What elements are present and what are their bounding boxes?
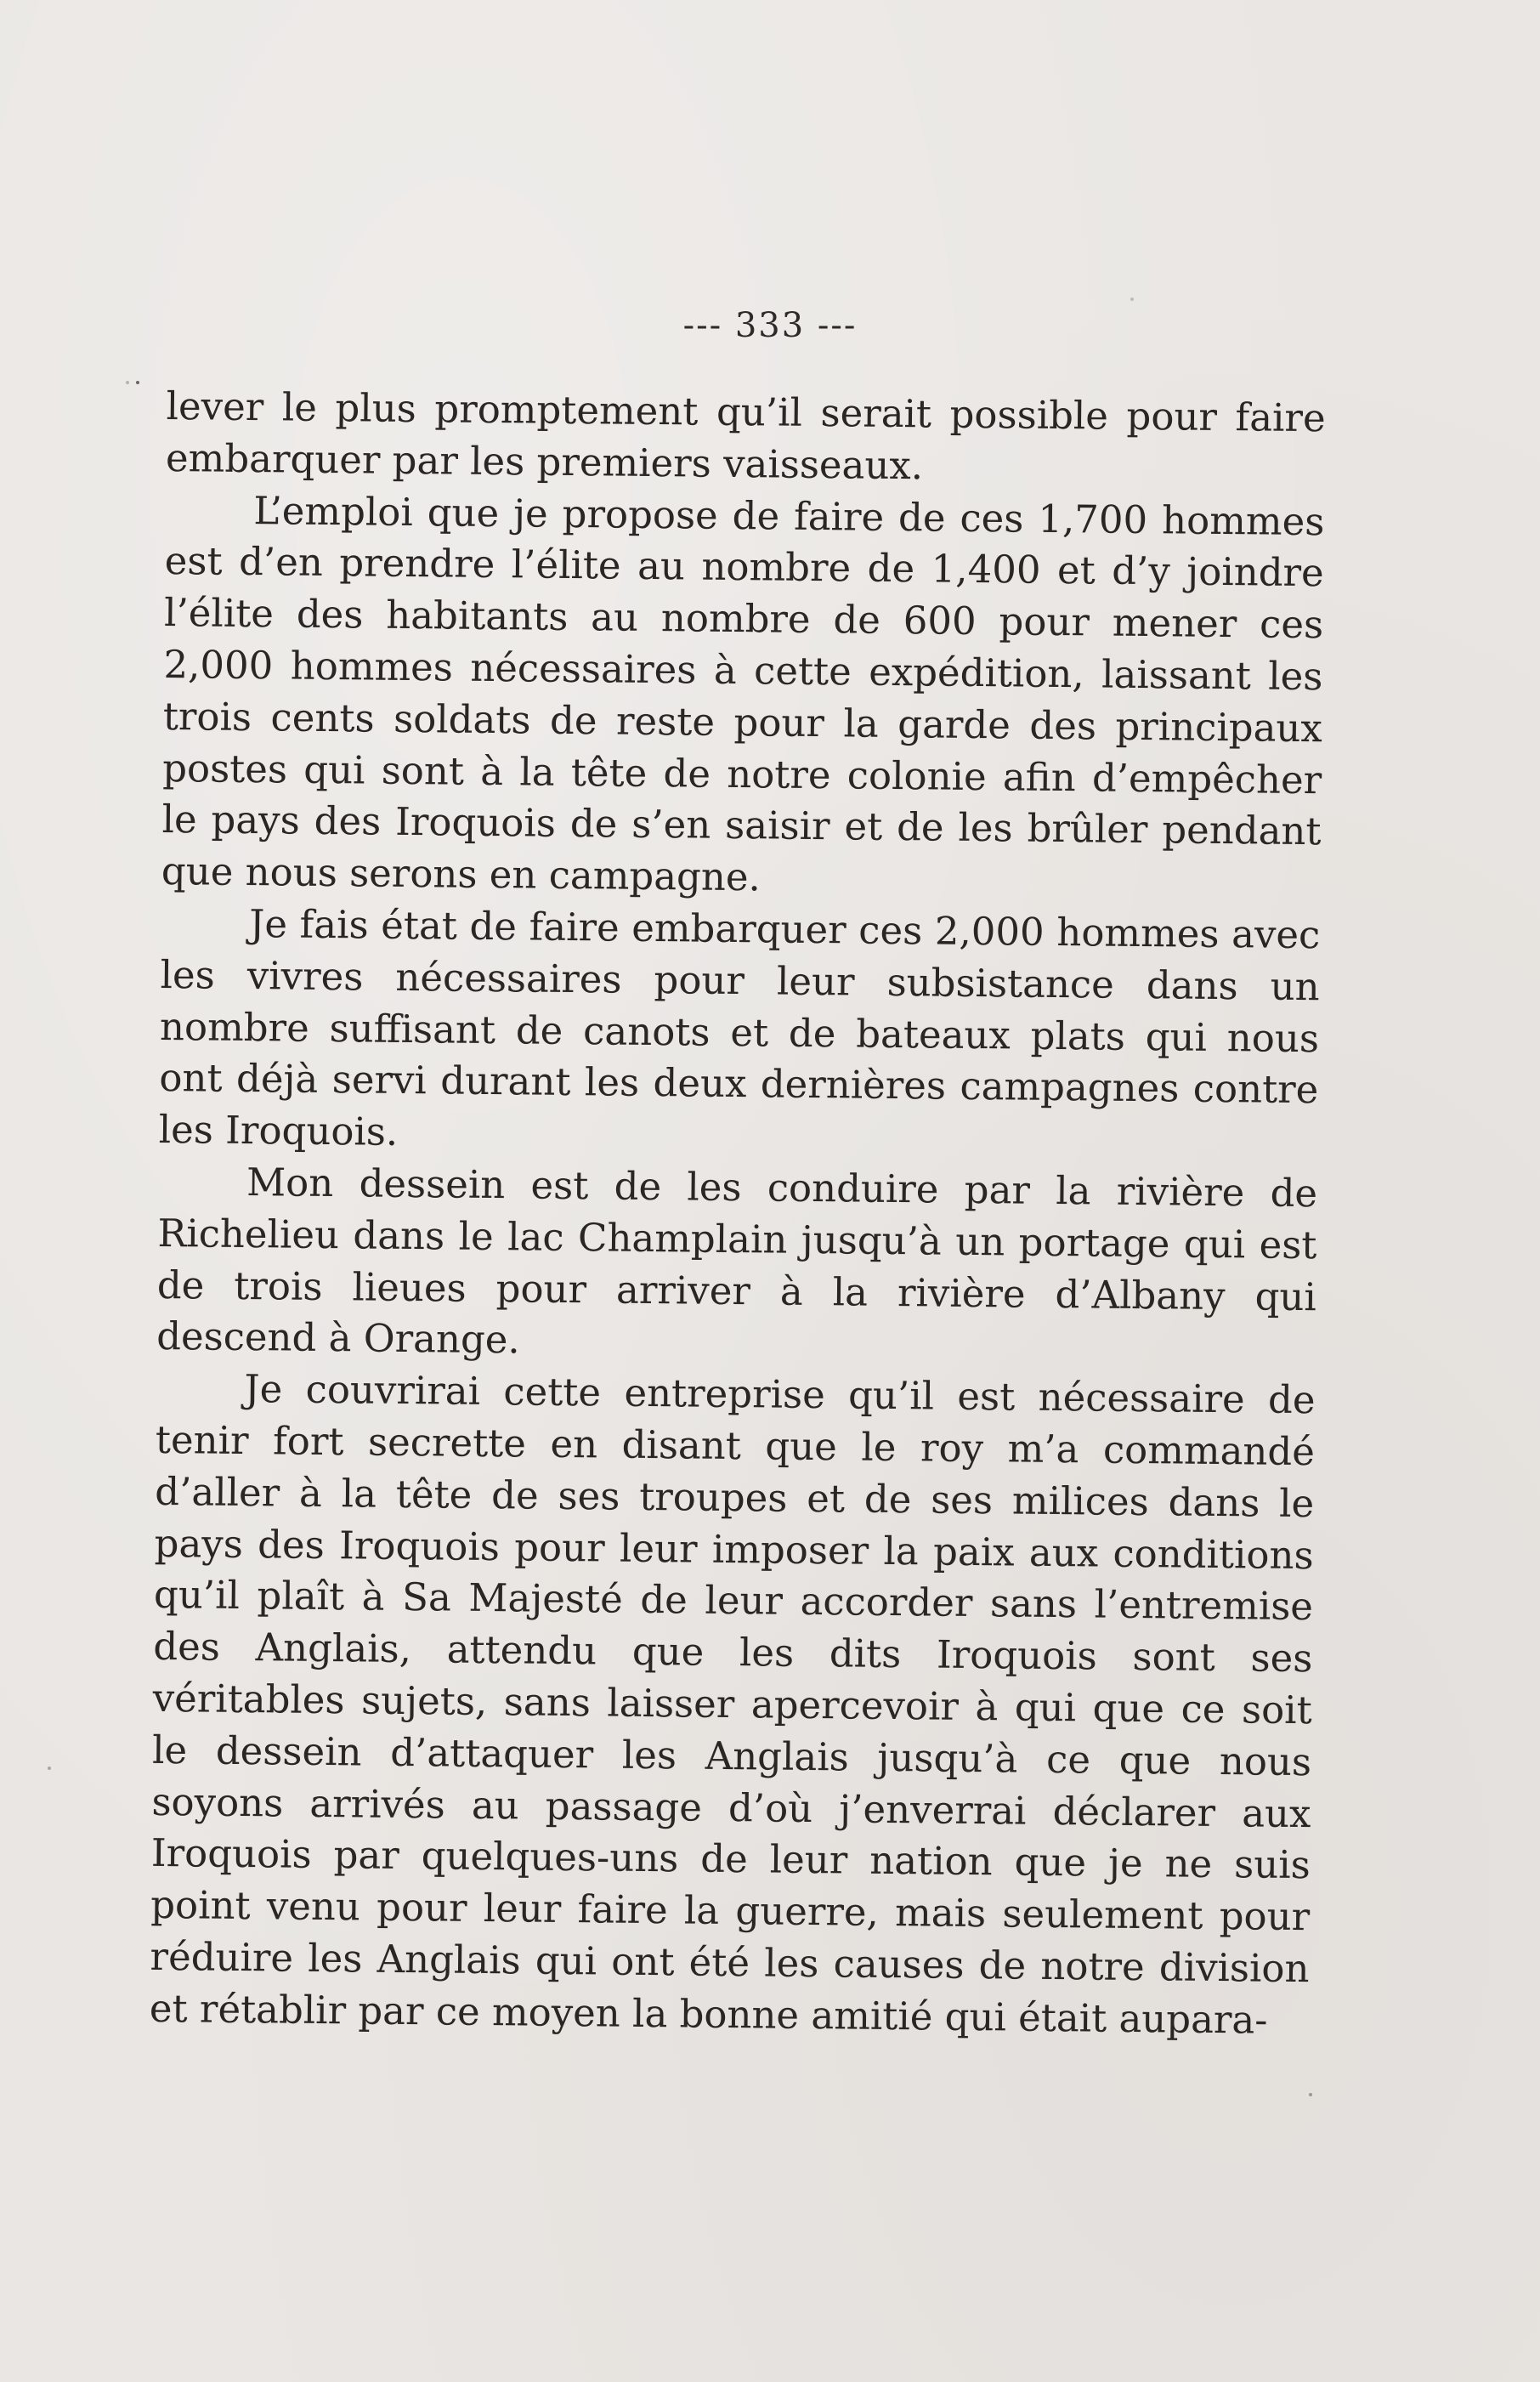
paper-speck <box>126 381 129 384</box>
page-number: --- 333 --- <box>682 306 858 345</box>
paper-speck <box>1309 2093 1312 2096</box>
paragraph-1: lever le plus promptement qu’il serait possible pour faire embarquer par les premiers vaisseaux. <box>165 383 1326 489</box>
paper-speck <box>1130 298 1134 301</box>
paragraph-2: L’emploi que je propose de faire de ces 1,700 hommes est d’en prendre l’élite au nombre de 1,400 et d’y joindre l’élite des habitants au nombre de 600 pour mener ces 2,000 hommes nécessaires à cette expédition, laissant les trois cents soldats de reste pour la garde des principaux postes qui sont à la tête de notre colonie afin d’empêcher le pays des Iroquois de s’en saisir et de les brûler pendant que nous serons en campagne. <box>161 487 1325 900</box>
paragraph-4: Mon dessein est de les conduire par la rivière de Richelieu dans le lac Champlain jusqu’à un portage qui est de trois lieues pour arriver à la rivière d’Albany qui descend à Orange. <box>156 1159 1318 1363</box>
body-text <box>150 381 1326 2047</box>
paragraph-3: Je fais état de faire embarquer ces 2,000 hommes avec les vivres nécessaires pour leur subsistance dans un nombre suffisant de canots et de bateaux plats qui nous ont déjà servi durant les deux dernières campagnes contre les Iroquois. <box>158 901 1321 1155</box>
paper-speck <box>136 381 139 384</box>
paragraph-5: Je couvrirai cette entreprise qu’il est nécessaire de tenir fort secrette en disant que le roy m’a commandé d’aller à la tête de ses troupes et de ses milices dans le pays des Iroquois pour leur imposer la paix aux conditions qu’il plaît à Sa Majesté de leur accorder sans l’entremise des Anglais, attendu que les dits Iroquois sont ses véritables sujets, sans laisser apercevoir à qui que ce soit le dessein d’attaquer les Anglais jusqu’à ce que nous soyons arrivés au passage d’où j’enverrai déclarer aux Iroquois par quelques-uns de leur nation que je ne suis point venu pour leur faire la guerre, mais seulement pour réduire les Anglais qui ont été les causes de notre division et rétablir par ce moyen la bonne amitié qui était aupara- <box>149 1366 1316 2043</box>
paper-speck <box>48 1767 51 1770</box>
